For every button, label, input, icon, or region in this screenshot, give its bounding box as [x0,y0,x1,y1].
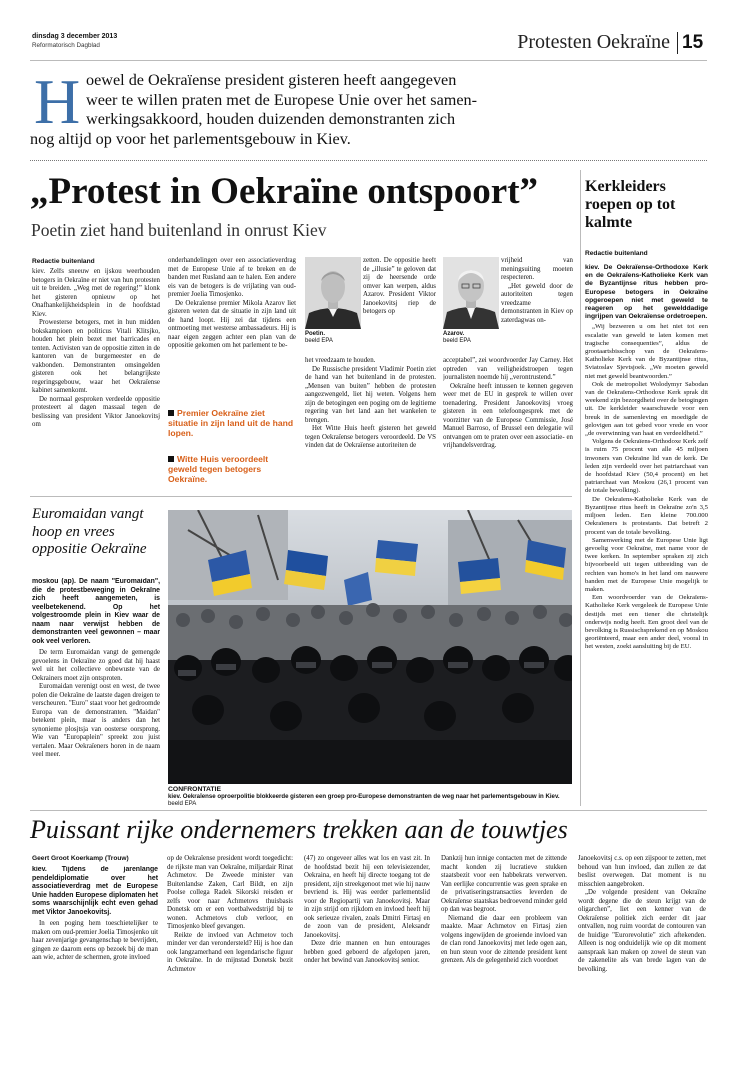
paragraph: Euromaidan verenigt oost en west, de twee polen die Oekraïne de laatste dagen dreigen te verscheuren. "Euro" staat voor het gedroomde Europa van de demonstranten. "Maidan" betekent plein, maar is anders dan het synonieme plosjtsja van oosterse oorsprong. Wie van "Europaplein" spreekt zou juist vertalen. Maar Oekraïeners horen in de naam veel meer. [32,683,160,758]
putin-caption [305,331,361,345]
paragraph: „Wij bezweren u om het niet tot een escalatie van geweld te laten komen met tragische consequenties”, aldus de grootaartsbisschop van de Oekraïens-Katholieke Kerk van de Byzantijnse ritus, Sviatoslav Sjevtsjoek. „We moeten geweld niet met geweld beantwoorden.” [585,323,708,380]
photo-caption-credit: beeld EPA [168,800,197,808]
paragraph: Reikte de invloed van Achmetov toch minder ver dan verondersteld? Hij is hoe dan ook langzamerhand een legendarische figuur in Oekraïne. In de mijnstad Donetsk bezit Achmetov [167,931,293,973]
main-headline: „Protest in Oekraïne ontspoort” [30,171,539,212]
main-byline: Redactie buitenland [32,258,95,265]
sidebar-byline: Redactie buitenland [585,250,648,257]
header-date: dinsdag 3 december 2013 [32,33,118,40]
bottom-col-4 [441,855,567,1062]
main-col-2 [168,257,296,383]
main-col-3a [363,257,436,359]
sidebar-headline: Kerkleiders roepen op tot kalmte [585,178,676,231]
sidebar-body [585,264,708,806]
paragraph: acceptabel”, zei woordvoerder Jay Carney. Het optreden van veiligheidstroepen tegen journalisten noemde hij „verontrustend.” [443,357,573,381]
paragraph: Niemand die daar een probleem van maakte. Maar Achmetov en Firtasj zien volgens ingewijden de groeiende invloed van de clan rond Janoekovitsj met lede ogen aan, en hun steun voor de zittende president kent grenzen. Als de gelegenheid zich voordoet [441,914,567,964]
main-subhead: Poetin ziet hand buitenland in onrust Kiev [31,220,327,240]
sidebar-divider [580,170,581,806]
paragraph: vrijheid van meningsuiting moeten respecteren. [501,257,573,281]
paragraph: kiev. Tijdens de jarenlange pendeldiplomatie over het associatieverdrag met de Europese Unie hadden Europese diplomaten het soms waarschijnlijk echt even gehad met Viktor Janoekovitsj. [32,866,158,916]
putin-caption-credit: beeld EPA [305,338,333,345]
pull-quote-2: Witte Huis veroordeelt geweld tegen betogers Oekraïne. [168,454,269,484]
photo-caption-body [168,793,572,807]
paragraph: Volgens de Oekraïens-Orthodoxe Kerk zelf is ruim 75 procent van alle 45 miljoen inwoners van Oekraïne lid van de kerk. De leden zijn verdeeld over het patriarchaat van de hoofdstad Kiev (50,4 procent) en het patriarchaat van Moskou (26,1 procent van de totale bevolking). [585,438,708,495]
intro-line-2: weer te willen praten met de Europese Unie over het samen- [86,90,478,109]
intro-line-4: nog altijd op voor het parlementsgebouw in Kiev. [30,129,351,148]
intro-lede [30,66,630,149]
protest-photo [168,510,572,784]
euromaidan-body [32,578,160,810]
paragraph: Oekraïne heeft intussen te kennen gegeven weer met de EU in gesprek te willen over toenadering. President Janoekovitsj vroeg gisteren in een telefoongesprek met de voorzitter van de Europese Commissie, José Manuel Barroso, of Brussel een delegatie wil ontvangen om te praten over een associatie- en vrijhandelsverdrag. [443,382,573,449]
bottom-col-5 [578,855,706,1062]
header-divider [677,32,678,54]
main-col-4a [501,257,573,359]
main-col-4b [443,357,573,485]
header-section: Protesten Oekraïne [517,31,670,53]
paragraph: De term Euromaidan vangt de gemengde gevoelens in Oekraïne zo goed dat hij haast wel uit het collectieve onbewuste van de Oekrainers moet zijn ontsproten. [32,649,160,682]
bottom-col-1 [32,866,158,1062]
intro-rule [30,160,707,161]
bottom-col-3 [304,855,430,1062]
paragraph: zetten. De oppositie heeft de „illusie” te geloven dat zij de heersende orde omver kan werpen, aldus Azarov. President Viktor Janoekovitsj riep de betogers op [363,257,436,315]
azarov-portrait [443,257,499,329]
putin-caption-name: Poetin. [305,331,326,337]
azarov-caption-credit: beeld EPA [443,338,471,345]
intro-line-1: oewel de Oekraïense president gisteren heeft aangegeven [86,71,457,89]
paragraph: kiev. De Oekraïense-Orthodoxe Kerk en de Oekraïens-Katholieke Kerk van de Byzantijnse ritus hebben pro-Europese betogers in Oekraïne opgeroepen niet met geweld te reageren op het gewelddadige ingrijpen van Oekraïense ordetroepen. [585,264,708,321]
paragraph: Een woordvoerder van de Oekraïens-Katholieke Kerk vergeleek de Europese Unie destijds met een tiener die christelijk onderwijs nodig heeft. Een groot deel van de bevolking is Russischsprekend en op Moskou georiënteerd, maar een ander deel, vooral in het westen, zoekt aansluiting bij de EU. [585,594,708,651]
paragraph: „De volgende president van Oekraïne wordt degene die de steun krijgt van de oligarchen”, liet een kenner van de Oekraïense politiek zich eerder dit jaar ontvallen, nog ruim voordat de contouren van de huidige "Eurorevolutie" zich aftekenden. Alleen is nog onduidelijk wie op dit moment aanspraak kan maken op zowel de steun van de zakenelite als van brede lagen van de bevolking. [578,889,706,973]
paragraph: het vreedzaam te houden. [305,357,376,364]
paragraph: kiev. Zelfs sneeuw en ijskou weerhouden betogers in Oekraïne er niet van hun protesten uit te breiden. „Weg met de regering!” klonk het gisteren opnieuw op het Onafhankelijkheidsplein in de hoofdstad Kiev. [32,268,160,318]
page-number: 15 [682,32,704,53]
euromaidan-headline: Euromaidan vangt hoop en vrees oppositie Oekraïne [32,506,147,557]
paragraph: onderhandelingen over een associatieverdrag met de Europese Unie af te breken en de banden met Rusland aan te halen. Een andere eis van de betogers is de vrijlating van oud-premier Joelia Timosjenko. [168,257,296,298]
paragraph: Prowesterse betogers, met in hun midden bokskampioen en politicus Vitali Klitsjko, houden het plein bezet met barricades en tenten. Activisten van de oppositie zitten in de kantoren van de burgemeester en de vakbonden. Demonstranten omsingelden gisteren ook het belangrijkste regeringsgebouw, waar het Oekraïense kabinet samenkomt. [32,319,160,394]
paragraph: Het Witte Huis heeft gisteren het geweld tegen Oekraïense betogers veroordeeld. De VS vinden dat de Oekraïense autoriteiten de [305,425,436,449]
paragraph: Deze drie mannen en hun entourages hebben goed geboerd de afgelopen jaren, onder het bewind van Janoekovitsj senior. [304,940,430,964]
photo-caption-text: kiev. Oekraïense oproerpolitie blokkeerde gisteren een groep pro-Europese demonstranten de weg naar het parlementsgebouw in Kiev. [168,793,560,801]
bottom-headline: Puissant rijke ondernemers trekken aan de touwtjes [30,815,568,844]
main-col-3b [305,357,436,485]
intro-line-3: werkingsakkoord, houden duizenden demonstranten zich [86,110,456,128]
paragraph: De Oekraïense premier Mikola Azarov liet gisteren weten dat de situatie in zijn land uit de hand loopt. Hij zei dat tijdens een ontmoeting met westerse ambassadeurs. Hij is naar eigen zeggen achter een plan van de oppositie gekomen om het parlement te be- [168,299,296,349]
bottom-col-2 [167,855,293,1062]
photo-caption-title: CONFRONTATIE [168,786,221,793]
azarov-caption-name: Azarov. [443,331,465,337]
paragraph: moskou (ap). De naam "Euromaidan", die de protestbeweging in Oekraïne zich heeft aangemeten, is veelbetekenend. Op het volgestroomde plein in Kiev waar de naam naar verwijst hebben de demonstranten veel gewonnen – maar ook veel verloren. [32,578,160,645]
paragraph: De Russische president Vladimir Poetin ziet de hand van het buitenland in de protesten. „Mensen van buiten” hebben de protesten aangezwengeld, liet hij weten. Volgens hem zijn de betogingen een poging om de legitieme regering van het land aan het wankelen te brengen. [305,365,436,424]
header-paper: Reformatorisch Dagblad [32,42,100,49]
putin-portrait [305,257,361,329]
main-col-1 [32,268,160,490]
bottom-top-rule [30,810,707,811]
paragraph: Ook de metropoliet Wolodymyr Sabodan van de Oekraïens-Orthodoxe Kerk sprak dit weekend zijn bezorgdheid over de betogingen uit. De kerkleider waarschuwde voor een breuk in de samenleving en moedigde de gelovigen aan tot gebed voor vrede en voor „de overwinning van haat en verdeeldheid.” [585,380,708,438]
header-rule [30,60,707,61]
azarov-caption [443,331,499,345]
bottom-byline: Geert Groot Koerkamp (Trouw) [32,855,129,862]
paragraph: Janoekovitsj c.s. op een zijspoor te zetten, met behoud van hun invloed, dan zullen ze dat beslist overwegen. Dat moment is nu misschien aangebroken. [578,855,706,888]
paragraph: (47) zo ongeveer alles wat los en vast zit. In de hoofdstad bezit hij een televisiezender, Oekraina, en heeft hij directe toegang tot de president, zijn streekgenoot met wie hij nauw bevriend is. Hij was eerder parlementslid voor de Regiopartij van Janoekovitsj. Maar in zijn strijd om rijkdom en invloed heeft hij ook serieuze rivalen, zoals Dmitri Firtasj en de zoon van de president, Aleksandr Janoekovitsj. [304,855,430,939]
photo-caption [168,786,572,808]
intro-dropcap: H [34,66,81,137]
paragraph: Dankzij hun innige contacten met de zittende macht konden zij lucratieve stukken staatsbezit voor een habbekrats verwerven. Van eerlijke concurrentie was geen sprake en de privatiseringstransacties leverden de Oekraïense staatskas bedroevend minder geld op dan was begroot. [441,855,567,913]
paragraph: De normaal gesproken verdeelde oppositie protesteert al dagen massaal tegen de beslissing van president Viktor Janoekovitsj om [32,395,160,428]
paragraph: In een poging hem toeschietelijker te maken om oud-premier Joelia Timosjenko uit haar zevenjarige gevangenschap te bevrijden, gingen ze daarom eens op bezoek bij de man aan wie, achter de schermen, grote invloed [32,920,158,961]
paragraph: „Het geweld door de autoriteiten tegen vreedzame demonstranten in Kiev op zaterdagwas on- [501,282,573,324]
paragraph: op de Oekraïense president wordt toegedicht: de rijkste man van Oekraïne, miljardair Rinat Achmetov. De Zweede minister van Buitenlandse Zaken, Carl Bildt, en zijn Poolse collega Radek Sikorski reisden er zelfs voor naar Achmetovs thuisbasis Donetsk om er een voetbalwedstrijd bij te wonen. Achmetovs club verloor, en Timosjenko bleef gevangen. [167,855,293,930]
pull-quote-1: Premier Oekraïne ziet situatie in zijn land uit de hand lopen. [168,408,294,438]
paragraph: Samenwerking met de Europese Unie ligt gevoelig voor Oekraïne, met name voor de twee kerken. In september spraken zij zich bijvoorbeeld uit tegen uitbreiding van de rechten van homo's in het land om nauwere banden met de Europese Unie mogelijk te maken. [585,536,708,593]
paragraph: De Oekraïens-Katholieke Kerk van de Byzantijnse ritus heeft in Oekraïne zo'n 3,5 miljoen leden. Een kleine 700.000 Oekraïeners is protestants. Dat betreft 2 procent van de totale bevolking. [585,495,708,536]
euromaidan-top-rule [30,496,572,497]
